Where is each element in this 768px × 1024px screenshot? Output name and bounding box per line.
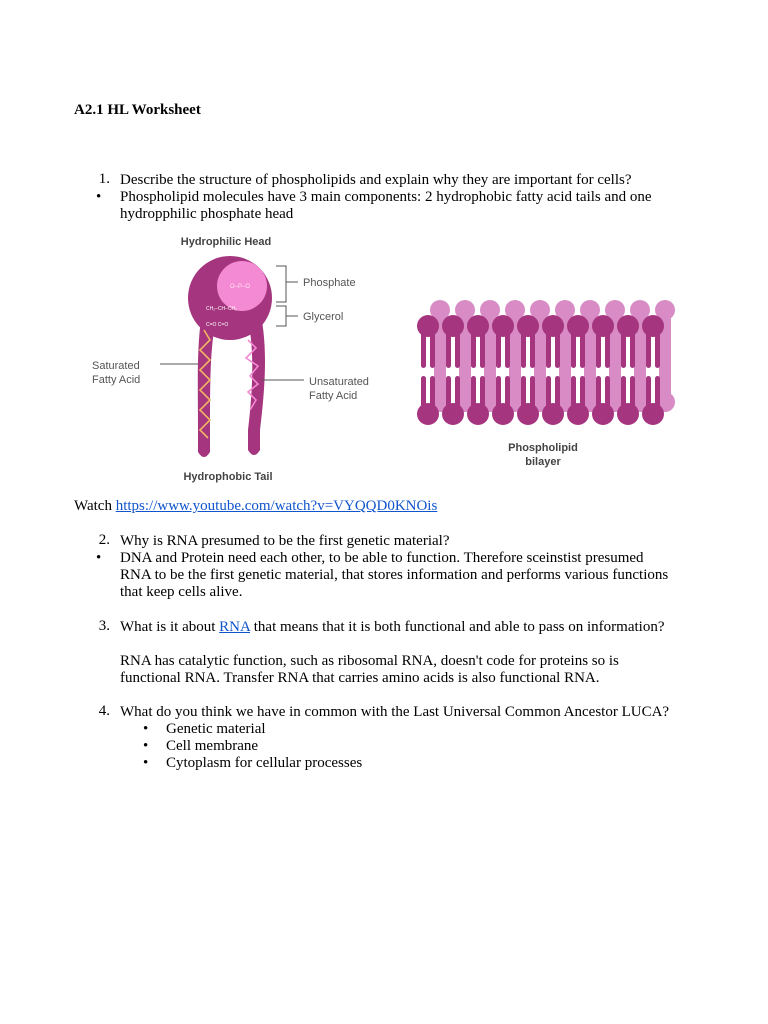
svg-text:O–P–O: O–P–O (230, 284, 251, 290)
q4-list-item: Cell membrane (166, 738, 259, 754)
bullet: • (96, 550, 102, 566)
q4-question: What do you think we have in common with the Last Universal Common Ancestor LUCA? (120, 704, 670, 720)
q4-number: 4. (98, 703, 110, 719)
q2-answer-line: RNA to be the first genetic material, that stores information and performs various functions (120, 567, 669, 583)
bilayer-label-2: bilayer (525, 456, 561, 468)
svg-text:C=O C=O: C=O C=O (206, 322, 229, 328)
bilayer-label: Phospholipid (508, 442, 578, 454)
bullet: • (143, 738, 149, 754)
q3-answer-line: functional RNA. Transfer RNA that carries amino acids is also functional RNA. (120, 670, 600, 686)
q2-answer-line: DNA and Protein need each other, to be able to function. Therefore sceinstist presumed (120, 550, 644, 566)
q2-question: Why is RNA presumed to be the first genetic material? (120, 533, 450, 549)
bullet: • (143, 721, 149, 737)
q1-answer-line: Phospholipid molecules have 3 main components: 2 hydrophobic fatty acid tails and one (120, 189, 652, 205)
hydrophobic-tail-label: Hydrophobic Tail (183, 471, 273, 483)
unsaturated-label-2: Fatty Acid (309, 390, 358, 402)
q2-answer-line: that keep cells alive. (120, 584, 243, 600)
bilayer-shape (417, 300, 675, 425)
youtube-link[interactable]: https://www.youtube.com/watch?v=VYQQD0KNOis (115, 498, 438, 514)
bullet: • (96, 189, 102, 205)
glycerol-label: Glycerol (303, 311, 344, 323)
watch-line (74, 498, 437, 515)
q2-number: 2. (98, 532, 110, 548)
q3-answer-line: RNA has catalytic function, such as ribosomal RNA, doesn't code for proteins so is (120, 653, 619, 669)
q1-number: 1. (98, 171, 110, 187)
unsaturated-label: Unsaturated (309, 376, 369, 388)
q1-answer-line: hydropphilic phosphate head (120, 206, 294, 222)
saturated-label-2: Fatty Acid (92, 374, 141, 386)
q3-number: 3. (98, 618, 110, 634)
svg-text:CH₂–CH–CH₂: CH₂–CH–CH₂ (206, 306, 238, 312)
hydrophilic-head-label: Hydrophilic Head (180, 236, 272, 248)
watch-label: Watch (74, 498, 112, 514)
bullet: • (143, 755, 149, 771)
rna-link[interactable]: RNA (219, 619, 250, 635)
phospholipid-molecule (160, 256, 304, 457)
phospholipid-diagram (86, 230, 686, 490)
worksheet-title: A2.1 HL Worksheet (74, 102, 201, 118)
q3-question: What is it about RNA that means that it is both functional and able to pass on information? (120, 619, 665, 635)
phosphate-label: Phosphate (303, 277, 356, 289)
saturated-label: Saturated (92, 360, 140, 372)
q4-list-item: Cytoplasm for cellular processes (166, 755, 363, 771)
q4-list-item: Genetic material (166, 721, 266, 737)
q1-question: Describe the structure of phospholipids and explain why they are important for cells? (120, 172, 632, 188)
